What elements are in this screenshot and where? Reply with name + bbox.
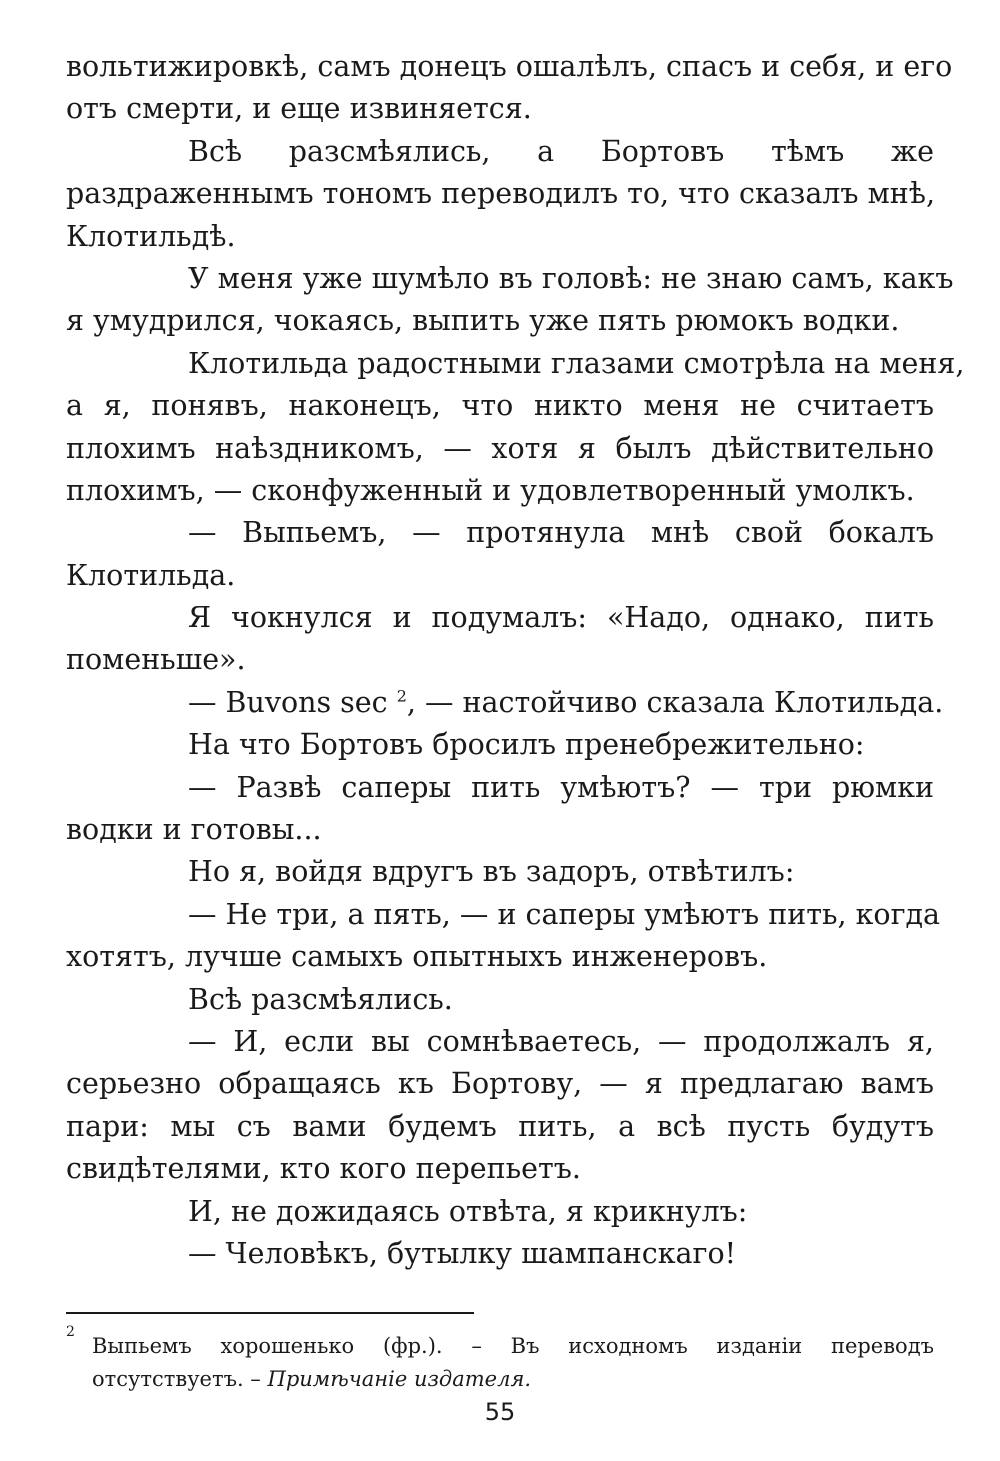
text-line: я умудрился, чокаясь, выпить уже пять рюмокъ водки. bbox=[66, 304, 900, 338]
footnote bbox=[66, 1324, 934, 1396]
footnote-mark: 2 bbox=[66, 1324, 75, 1340]
text-line: У меня уже шумѣло въ головѣ: не знаю самъ, какъ bbox=[188, 261, 954, 295]
text-fragment: , — настойчиво сказала Клотильда. bbox=[406, 685, 944, 719]
text-line: Клотильдѣ. bbox=[66, 219, 236, 253]
text-line: поменьше». bbox=[66, 643, 246, 677]
text-line: Всѣ разсмѣялись, а Бортовъ тѣмъ же bbox=[188, 134, 934, 168]
footnote-divider bbox=[66, 1312, 474, 1314]
publisher-note: Примѣчаніе издателя. bbox=[267, 1367, 532, 1391]
text-line: — И, если вы сомнѣваетесь, — продолжалъ я, bbox=[188, 1024, 934, 1058]
footnote-text: отсутствуетъ. – bbox=[92, 1367, 268, 1391]
footnote-line: Выпьемъ хорошенько (фр.). – Въ исходномъ изданіи переводъ bbox=[92, 1334, 934, 1358]
text-line: водки и готовы... bbox=[66, 813, 322, 847]
text-line: — Не три, а пять, — и саперы умѣютъ пить, когда bbox=[188, 897, 941, 931]
text-line: Клотильда. bbox=[66, 558, 236, 592]
text-line: Я чокнулся и подумалъ: «Надо, однако, пить bbox=[188, 601, 934, 635]
text-line bbox=[66, 682, 944, 724]
text-line: — Выпьемъ, — протянула мнѣ свой бокалъ bbox=[188, 516, 934, 550]
text-line: серьезно обращаясь къ Бортову, — я предлагаю вамъ bbox=[66, 1067, 934, 1101]
text-line: пари: мы съ вами будемъ пить, а всѣ пусть будутъ bbox=[66, 1109, 934, 1143]
page-number: 55 bbox=[484, 1398, 516, 1426]
text-line: раздраженнымъ тономъ переводилъ то, что сказалъ мнѣ, bbox=[66, 177, 936, 211]
page-body bbox=[66, 46, 965, 1275]
text-line: Всѣ разсмѣялись. bbox=[188, 982, 453, 1016]
text-line: плохимъ, — сконфуженный и удовлетворенный умолкъ. bbox=[66, 473, 915, 507]
text-line: — Развѣ саперы пить умѣютъ? — три рюмки bbox=[188, 770, 934, 804]
text-line: а я, понявъ, наконецъ, что никто меня не считаетъ bbox=[66, 389, 934, 423]
text-fragment: — Buvons sec bbox=[188, 685, 388, 719]
text-line: отъ смерти, и еще извиняется. bbox=[66, 92, 532, 126]
text-line: На что Бортовъ бросилъ пренебрежительно: bbox=[188, 728, 865, 762]
footnote-line bbox=[66, 1363, 934, 1396]
text-line: И, не дожидаясь отвѣта, я крикнулъ: bbox=[188, 1194, 748, 1228]
text-line: вольтижировкѣ, самъ донецъ ошалѣлъ, спасъ и себя, и его bbox=[66, 50, 953, 83]
text-line: — Человѣкъ, бутылку шампанскаго! bbox=[188, 1236, 737, 1270]
text-line: плохимъ наѣздникомъ, — хотя я былъ дѣйствительно bbox=[66, 431, 934, 465]
text-line: хотятъ, лучше самыхъ опытныхъ инженеровъ. bbox=[66, 940, 768, 974]
text-line: свидѣтелями, кто кого перепьетъ. bbox=[66, 1152, 581, 1186]
footnote-reference: 2 bbox=[396, 686, 407, 706]
text-line: Клотильда радостными глазами смотрѣла на меня, bbox=[188, 346, 965, 380]
text-line: Но я, войдя вдругъ въ задоръ, отвѣтилъ: bbox=[188, 855, 795, 889]
